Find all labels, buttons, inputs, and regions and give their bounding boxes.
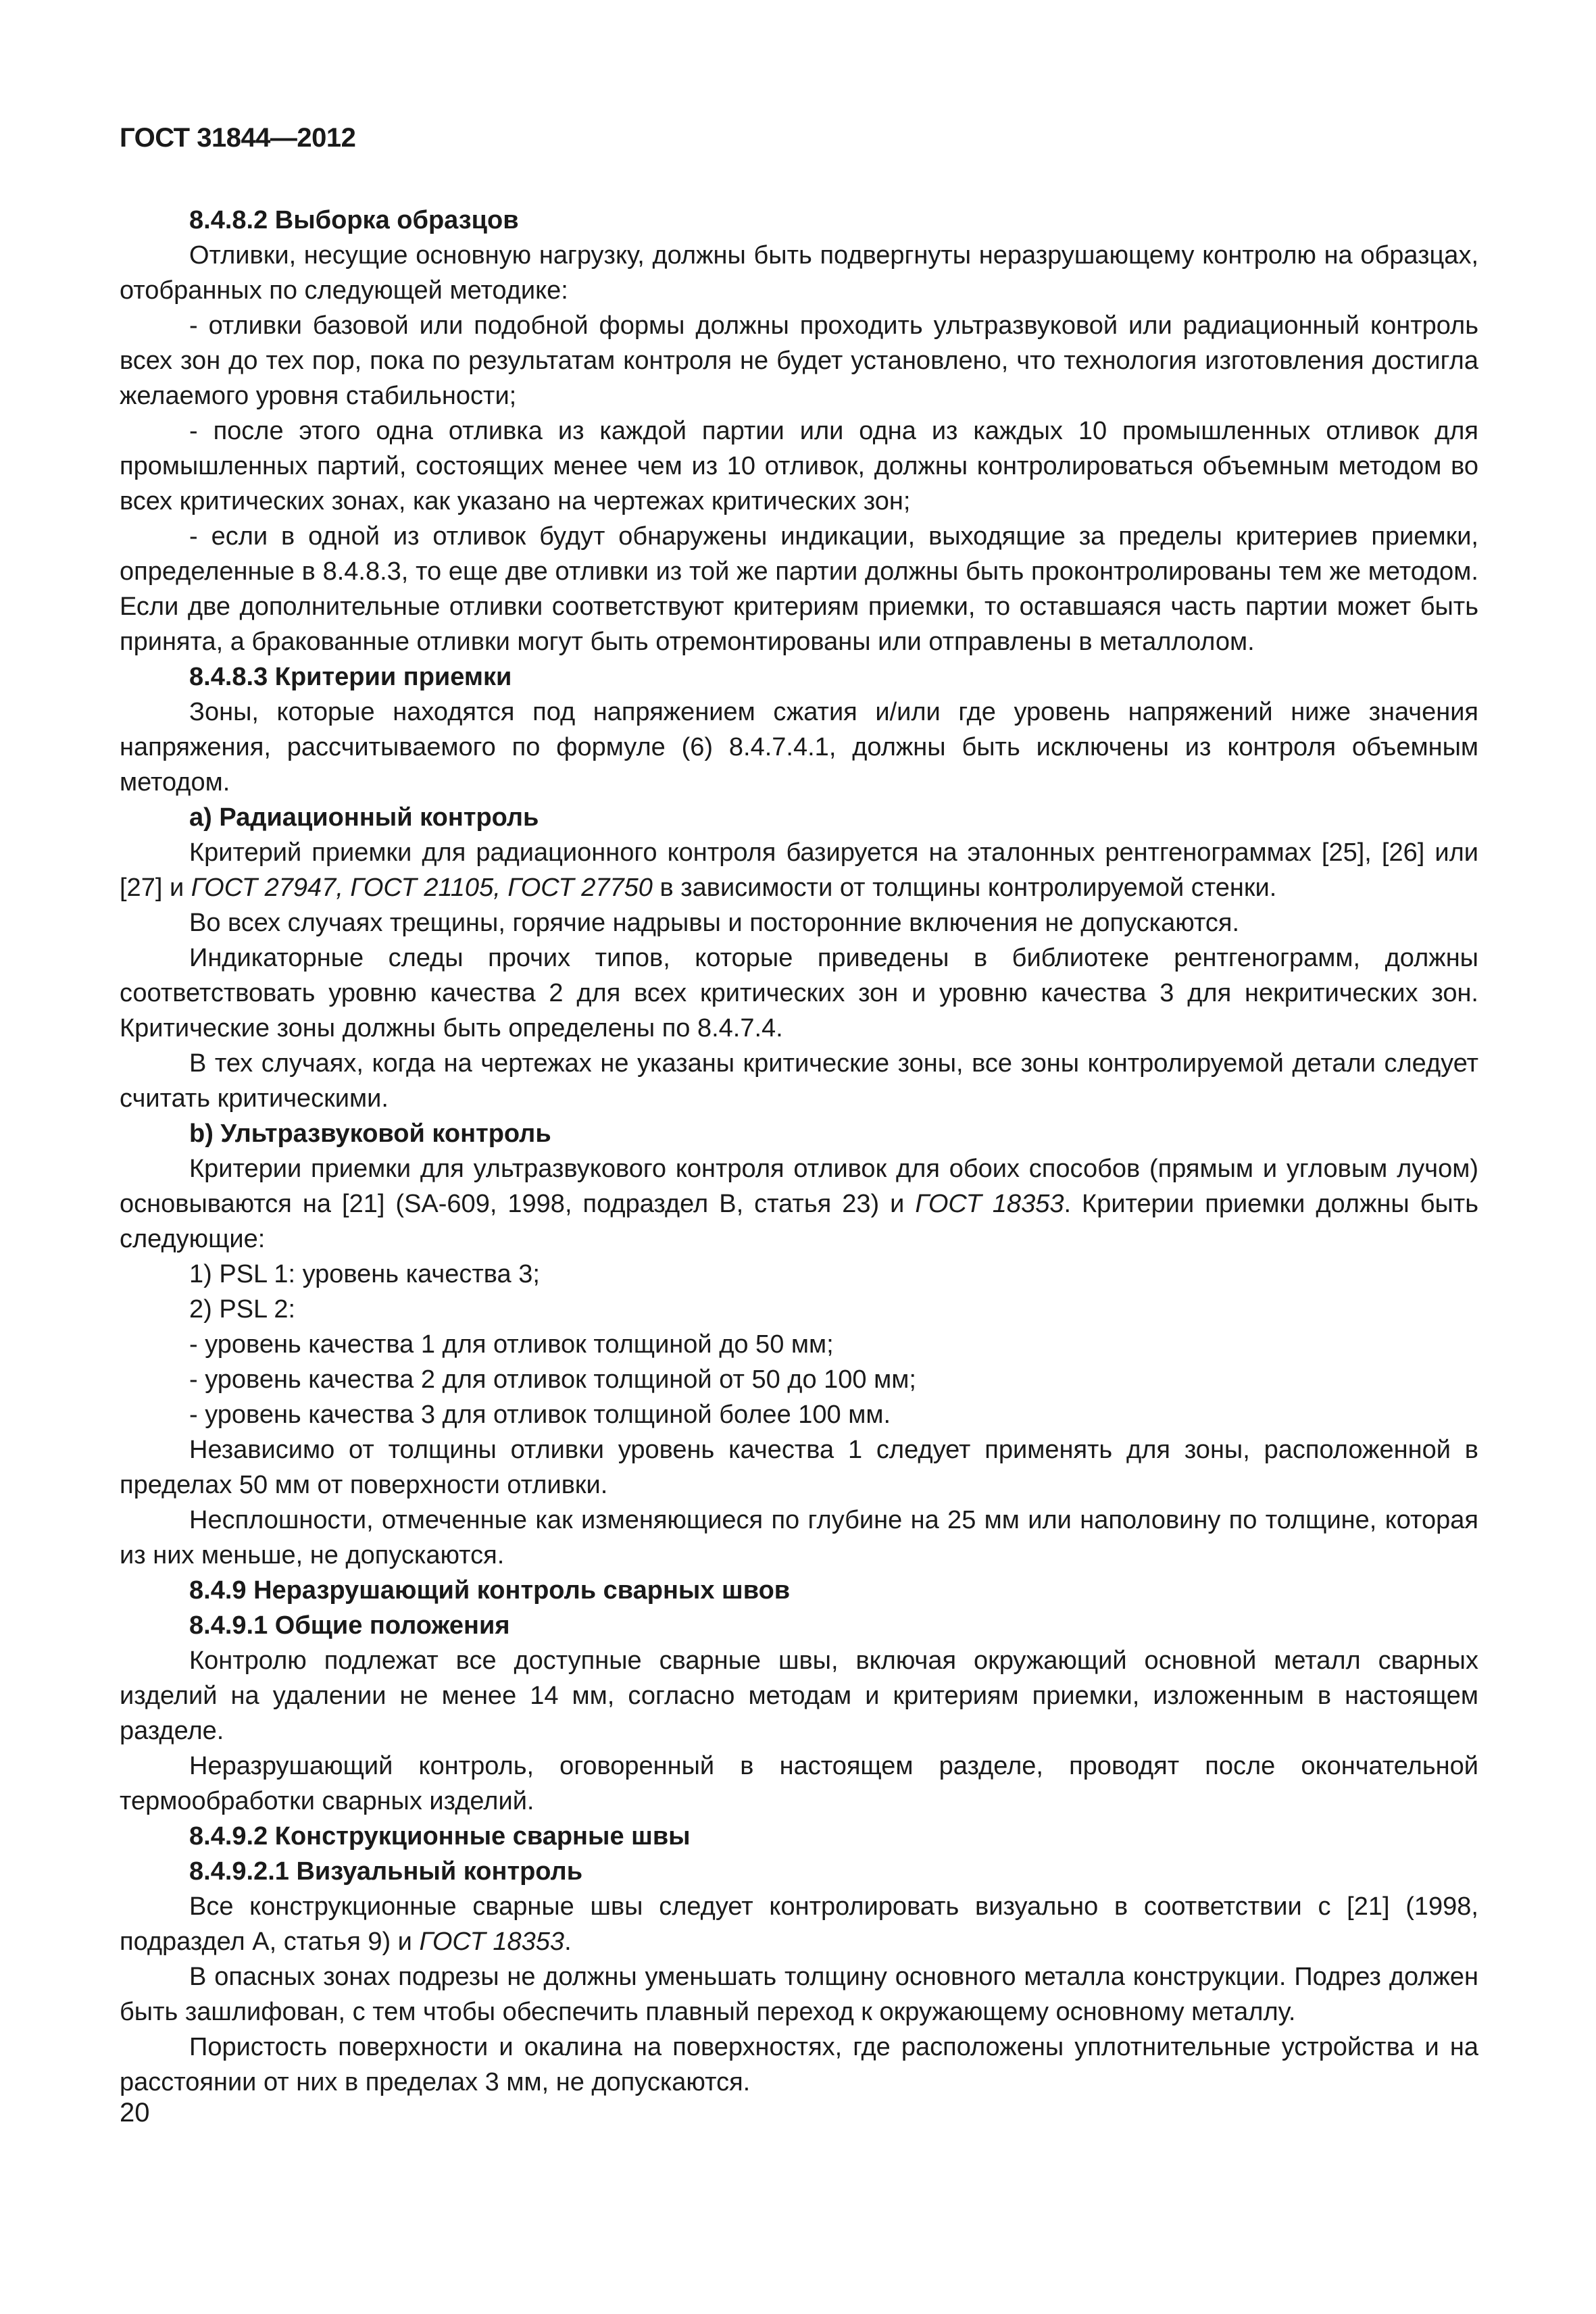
paragraph-text: Зоны, которые находятся под напряжением сжатия и/или где уровень напряжений ниже значения напряжения, рассчитываемого по формуле (6) 8.4.7.4.1, должны быть исключены из контроля объемным методом. — [120, 698, 1478, 797]
paragraph-text: Во всех случаях трещины, горячие надрывы и посторонние включения не допускаются. — [189, 909, 1240, 937]
paragraph — [120, 519, 1478, 659]
paragraph — [120, 2030, 1478, 2100]
paragraph — [120, 1397, 1478, 1432]
paragraph — [120, 905, 1478, 940]
paragraph — [120, 1959, 1478, 2030]
paragraph-text: Контролю подлежат все доступные сварные швы, включая окружающий основной металл сварных изделий на удалении не менее 14 мм, согласно методам и критериям приемки, изложенным в настоящем разделе. — [120, 1646, 1478, 1745]
paragraph-text: 2) PSL 2: — [189, 1295, 296, 1324]
paragraph — [120, 1643, 1478, 1749]
standard-reference: ГОСТ 27947, ГОСТ 21105, ГОСТ 27750 — [191, 874, 653, 902]
paragraph — [120, 1749, 1478, 1819]
paragraph — [120, 1292, 1478, 1327]
paragraph-text-tail: . Критерии приемки должны быть следующие: — [120, 1190, 1478, 1253]
paragraph-text: 8.4.9.2 Конструкционные сварные швы — [189, 1822, 691, 1851]
paragraph-text: Независимо от толщины отливки уровень качества 1 следует применять для зоны, расположенной в пределах 50 мм от поверхности отливки. — [120, 1436, 1478, 1499]
paragraph-text: В тех случаях, когда на чертежах не указаны критические зоны, все зоны контролируемой детали следует считать критическими. — [120, 1049, 1478, 1113]
paragraph-text: b) Ультразвуковой контроль — [189, 1120, 551, 1148]
paragraph-text: 8.4.9 Неразрушающий контроль сварных швов — [189, 1576, 791, 1605]
paragraph — [120, 1257, 1478, 1292]
paragraph — [120, 413, 1478, 519]
paragraph — [120, 1503, 1478, 1573]
paragraph — [120, 238, 1478, 308]
paragraph-text: Неразрушающий контроль, оговоренный в настоящем разделе, проводят после окончательной термообработки сварных изделий. — [120, 1752, 1478, 1815]
section-heading — [120, 1608, 1478, 1643]
standard-reference: ГОСТ 18353 — [419, 1928, 565, 1956]
standard-reference: ГОСТ 18353 — [915, 1190, 1064, 1218]
section-heading — [120, 1116, 1478, 1151]
paragraph-text-tail: в зависимости от толщины контролируемой стенки. — [652, 874, 1277, 902]
paragraph — [120, 308, 1478, 413]
page-number: 20 — [120, 2098, 150, 2128]
section-heading — [120, 800, 1478, 835]
paragraph-text: - уровень качества 3 для отливок толщиной более 100 мм. — [189, 1401, 891, 1429]
paragraph-text: - уровень качества 2 для отливок толщиной от 50 до 100 мм; — [189, 1365, 916, 1394]
paragraph-text: 8.4.8.2 Выборка образцов — [189, 206, 519, 234]
paragraph-text: Все конструкционные сварные швы следует контролировать визуально в соответствии с [21] (1998, подраздел А, статья 9) и — [120, 1892, 1478, 1956]
paragraph-text: 8.4.9.1 Общие положения — [189, 1611, 510, 1640]
paragraph — [120, 1889, 1478, 1959]
document-header: ГОСТ 31844—2012 — [120, 123, 356, 153]
paragraph — [120, 695, 1478, 800]
paragraph-text: Пористость поверхности и окалина на поверхностях, где расположены уплотнительные устройства и на расстоянии от них в пределах 3 мм, не допускаются. — [120, 2033, 1478, 2096]
paragraph — [120, 835, 1478, 905]
document-body — [120, 203, 1478, 2100]
paragraph-text: В опасных зонах подрезы не должны уменьшать толщину основного металла конструкции. Подрез должен быть зашлифован, с тем чтобы обеспечить плавный переход к окружающему основному металлу. — [120, 1963, 1478, 2026]
paragraph — [120, 1327, 1478, 1362]
section-heading — [120, 203, 1478, 238]
paragraph-text: - отливки базовой или подобной формы должны проходить ультразвуковой или радиационный контроль всех зон до тех пор, пока по результатам контроля не будет установлено, что технология изготовления достигла желаемого уровня стабильности; — [120, 311, 1478, 410]
paragraph — [120, 1432, 1478, 1503]
paragraph-text: Отливки, несущие основную нагрузку, должны быть подвергнуты неразрушающему контролю на образцах, отобранных по следующей методике: — [120, 241, 1478, 305]
paragraph-text: Критерий приемки для радиационного контроля базируется на эталонных рентгенограммах [25], [26] или [27] и — [120, 838, 1478, 902]
paragraph-text: 8.4.8.3 Критерии приемки — [189, 663, 512, 691]
paragraph-text: Индикаторные следы прочих типов, которые приведены в библиотеке рентгенограмм, должны соответствовать уровню качества 2 для всех критических зон и уровню качества 3 для некритических зон. Критические зоны должны быть определены по 8.4.7.4. — [120, 944, 1478, 1042]
section-heading — [120, 1854, 1478, 1889]
paragraph-text: a) Радиационный контроль — [189, 803, 539, 832]
paragraph-text: Критерии приемки для ультразвукового контроля отливок для обоих способов (прямым и угловым лучом) основываются на [21] (SA-609, 1998, подраздел В, статья 23) и — [120, 1155, 1478, 1218]
paragraph-text: 1) PSL 1: уровень качества 3; — [189, 1260, 540, 1288]
paragraph-text: - уровень качества 1 для отливок толщиной до 50 мм; — [189, 1330, 834, 1359]
section-heading — [120, 1573, 1478, 1608]
paragraph — [120, 1362, 1478, 1397]
section-heading — [120, 659, 1478, 695]
paragraph — [120, 1046, 1478, 1116]
paragraph-text: 8.4.9.2.1 Визуальный контроль — [189, 1857, 583, 1886]
paragraph-text: Несплошности, отмеченные как изменяющиеся по глубине на 25 мм или наполовину по толщине, которая из них меньше, не допускаются. — [120, 1506, 1478, 1569]
paragraph-text: - если в одной из отливок будут обнаружены индикации, выходящие за пределы критериев приемки, определенные в 8.4.8.3, то еще две отливки из той же партии должны быть проконтролированы тем же методом. Если две дополнительные отливки соответствуют критериям приемки, то оставшаяся часть партии может быть принята, а бракованные отливки могут быть отремонтированы или отправлены в металлолом. — [120, 522, 1478, 656]
paragraph — [120, 940, 1478, 1046]
paragraph-text: - после этого одна отливка из каждой партии или одна из каждых 10 промышленных отливок для промышленных партий, состоящих менее чем из 10 отливок, должны контролироваться объемным методом во всех критических зонах, как указано на чертежах критических зон; — [120, 417, 1478, 515]
section-heading — [120, 1819, 1478, 1854]
paragraph — [120, 1151, 1478, 1257]
paragraph-text-tail: . — [564, 1928, 572, 1956]
